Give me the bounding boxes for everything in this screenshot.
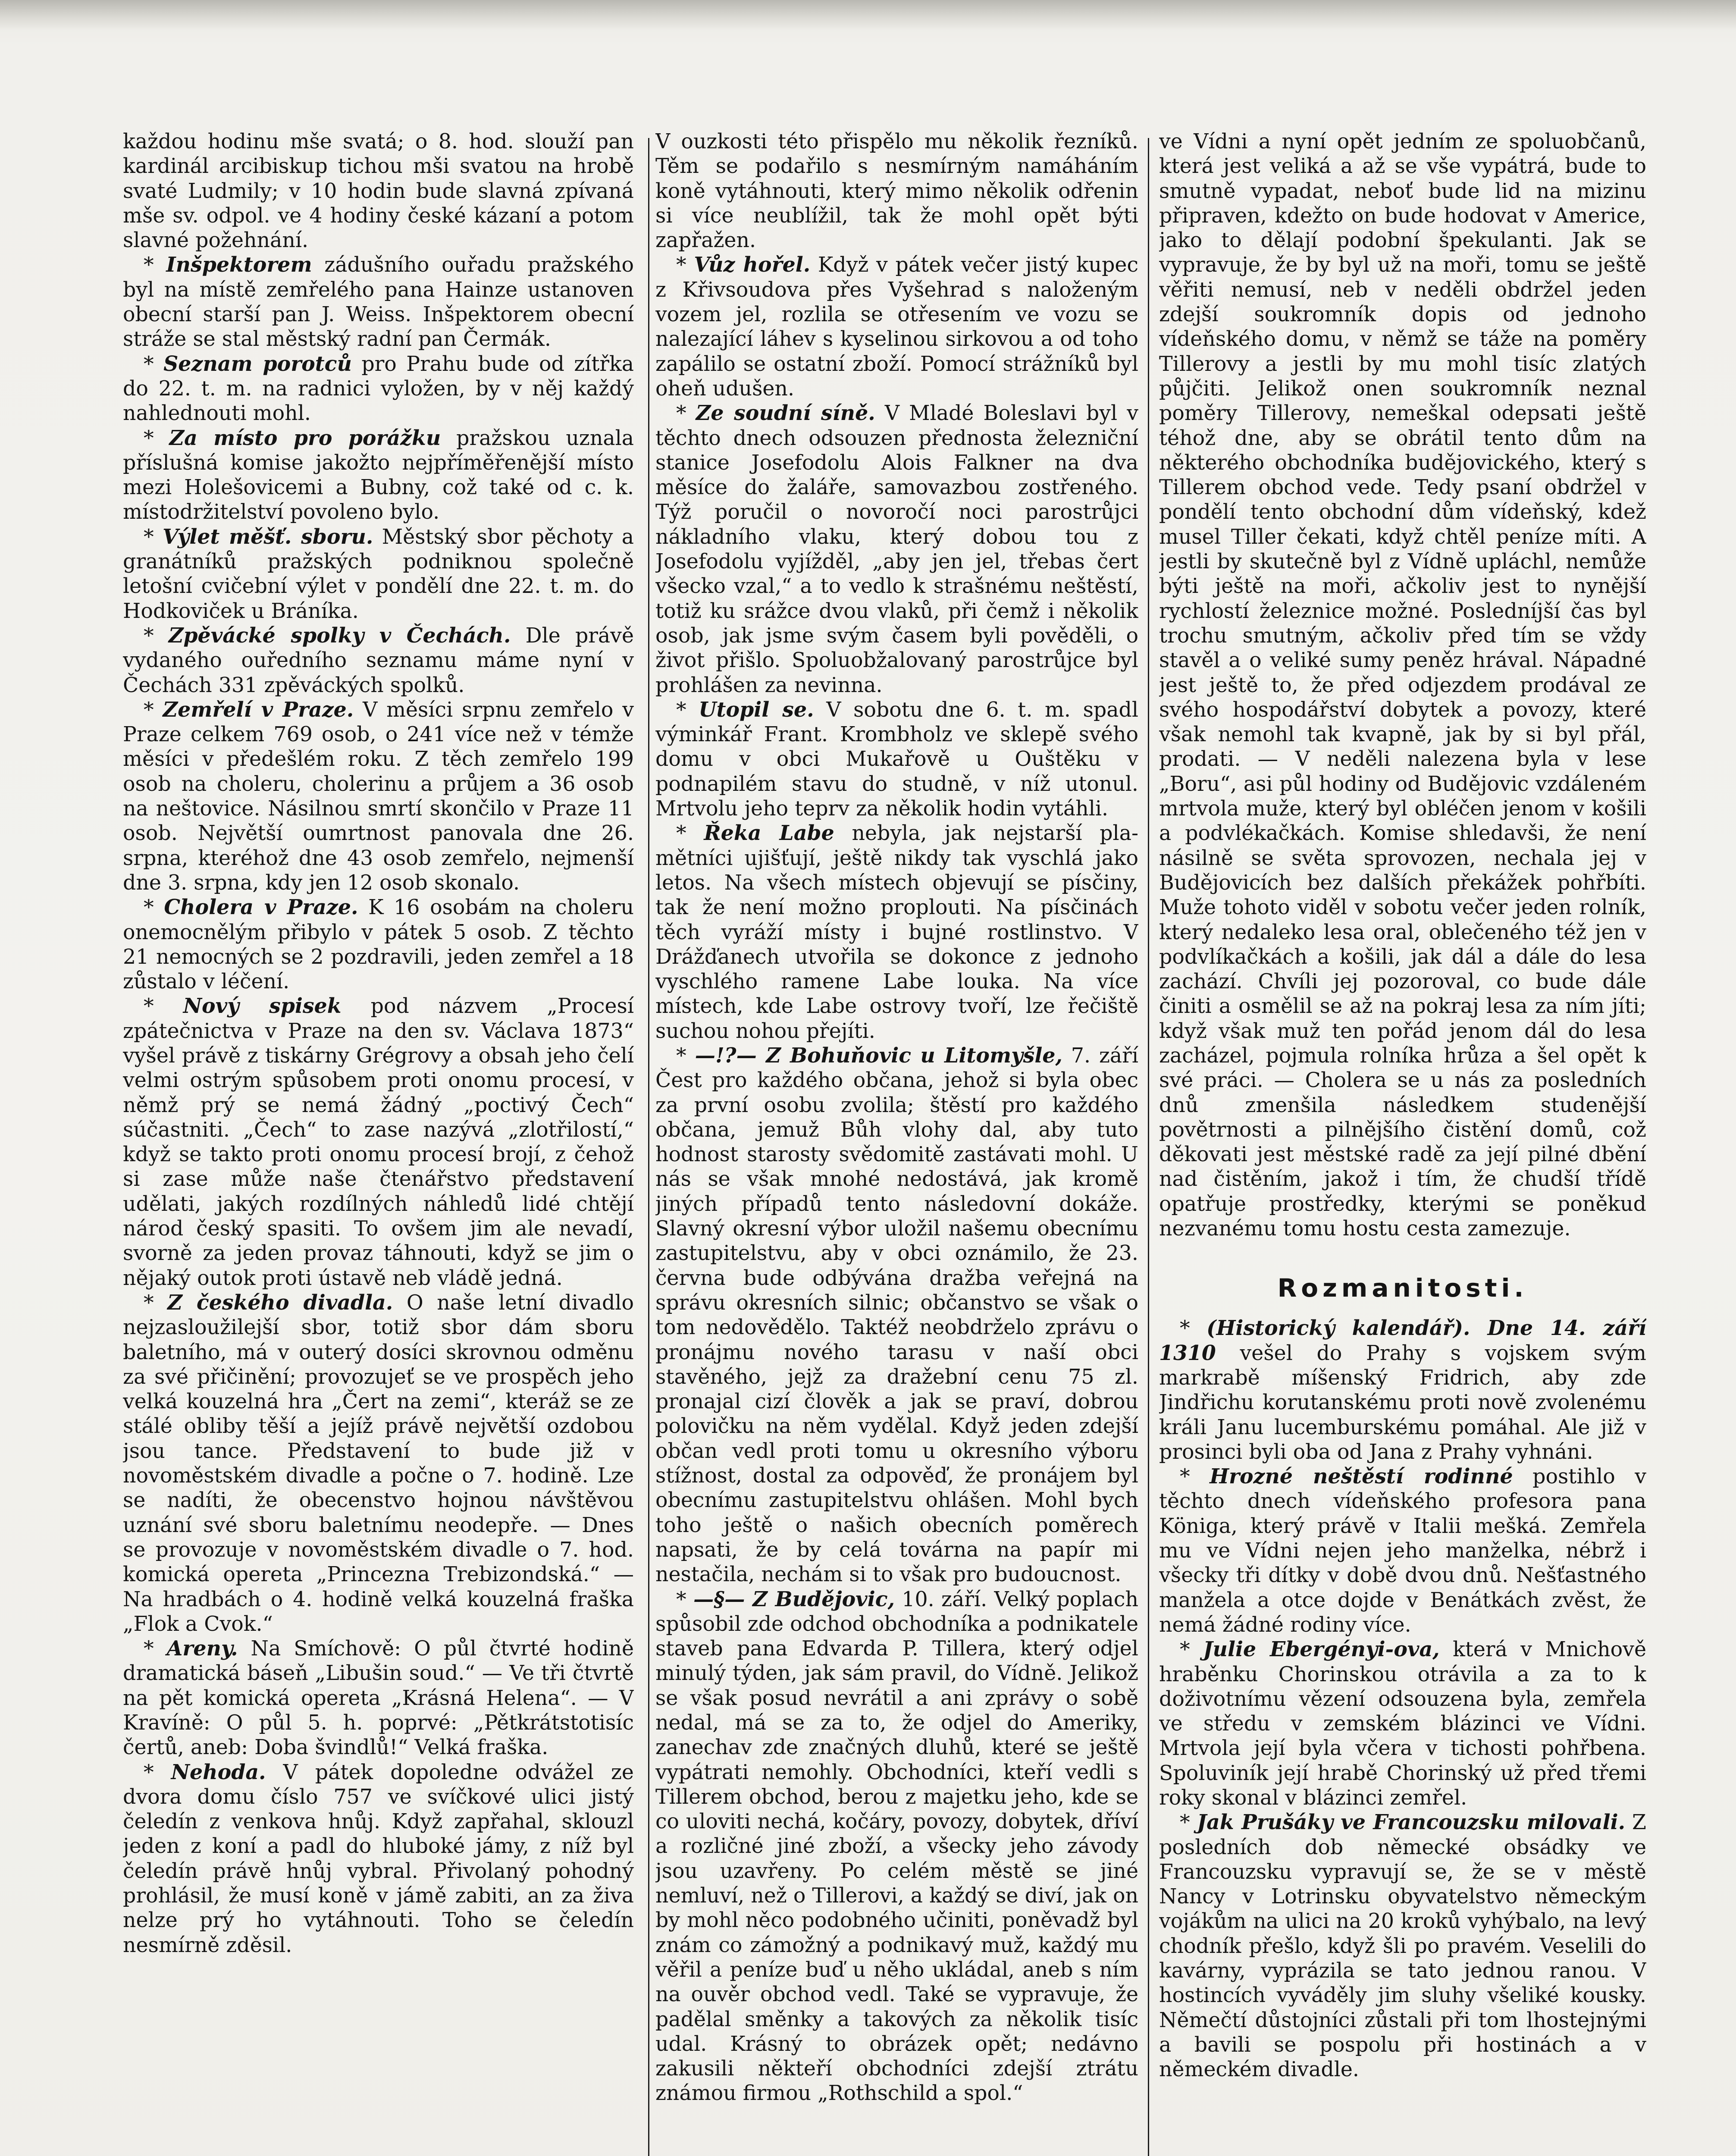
article-text: Dle právě vydaného ouředního seznamu máme nyní v Čechách 331 zpěváckých spolků. — [123, 624, 634, 697]
article-heading: Inšpektorem — [166, 253, 312, 277]
section-title: Rozmanitosti. — [1277, 1273, 1528, 1303]
bullet-star-icon: * — [676, 401, 696, 426]
column-divider — [1148, 138, 1149, 2156]
article-heading: Z českého divadla. — [167, 1290, 393, 1315]
article-text: postihlo v těchto dnech vídeňského profesora pana Königa, který právě v Italii mešká. Zemřela mu ve Vídni nejen jeho manželka, nébrž i všecky tři dítky v době dvou dnů. Nešťastného manžela a otce dojde v Benátkách zvěst, že nemá žádné rodiny více. — [1159, 1465, 1646, 1637]
article-paragraph — [123, 1291, 634, 1636]
article-heading: Areny. — [166, 1636, 238, 1661]
article-text: V měsíci srpnu zemřelo v Praze celkem 769 osob, o 241 více než v témže měsíci v předešlém roku. Z těch zemřelo 199 osob na choleru, cholerinu a průjem a 36 osob na neštovice. Násilnou smrtí skončilo v Praze 11 osob. Největší oumrtnost panovala dne 26. srpna, kteréhož dne 43 osob zemřelo, nejmenší dne 3. srpna, kdy jen 12 osob skonalo. — [123, 698, 634, 895]
article-paragraph — [655, 253, 1138, 401]
article-heading: Cholera v Praze. — [164, 895, 358, 920]
article-text: vešel do Prahy s vojskem svým markrabě míšenský Fridrich, aby zde Jindřichu korutanskému proti nově zvolenému králi Janu lucemburskému pomáhal. Ale již v prosinci byli oba od Jana z Prahy vyhnáni. — [1159, 1341, 1646, 1464]
article-paragraph — [123, 895, 634, 994]
article-heading: —§— Z Budějovic, — [693, 1587, 895, 1611]
article-text: Městský sbor pěchoty a granátníků pražských podniknou společně letošní cvičební výlet v pondělí dne 22. t. m. do Hodkoviček u Bráníka. — [123, 525, 634, 623]
article-text: 10. září. Velký poplach spůsobil zde odchod obchodníka a podnikatele staveb pana Edvarda P. Tillera, který odjel minulý týden, jak sám pravil, do Vídně. Jelikož se však posud nevrátil a ani zprávy o sobě nedal, má se za to, že odjel do Ameriky, zanechav zde značných dluhů, které se ještě vypátrati nemohly. Obchodníci, kteří vedli s Tillerem obchod, berou z majetku jeho, kde se co uloviti nechá, kočáry, povozy, dobytek, dříví a rozličné jiné zboží, a všecky jeho závody jsou uzavřeny. Po celém městě se jiné nemluví, než o Tillerovi, a každý se diví, jak on by mohl něco podobného učiniti, poněvadž byl znám co zámožný a podnikavý muž, každý mu věřil a peníze buď u něho ukládal, aneb s ním na ouvěr obchod vedl. Také se vypravuje, že padělal směnky a takových za několik tisíc udal. Krásný to obrázek opět; nedávno zakusili někteří obchodníci zdejší ztrátu známou firmou „Rothschild a spol.“ — [655, 1587, 1138, 2106]
article-paragraph — [123, 994, 634, 1291]
bullet-star-icon: * — [144, 698, 163, 722]
article-text: ve Vídni a nyní opět jedním ze spoluobčanů, která jest veliká a až se vše vypátrá, bude to smutně vypadat, neboť bude lid na mizinu připraven, kdežto on bude hodovat v Americe, jako to dělají podobní špekulanti. Jak se vypravuje, že by byl už na moři, tomu se ještě věřiti nemusí, neb v neděli obdržel jeden zdejší soukromník dopis od jednoho vídeňského domu, v němž se táže na poměry Tillerovy a jestli by mu mohl tisíc zlatých půjčiti. Jelikož onen soukromník neznal poměry Tillerovy, nemeškal odepsati ještě téhož dne, aby se obrátil tento dům na některého obchodníka budějovického, který s Tillerem obchod vede. Tedy psaní obdržel v pondělí tento obchodní dům vídeňský, kdež musel Tiller čekati, když chtěl peníze míti. A jestli by skutečně byl z Vídně upláchl, nemůže býti ještě na moři, ačkoliv jest to nynější rychlostí železnice možné. Posledníjší čas byl trochu smutným, ačkoliv před tím se vždy stavěl a o veliké sumy peněz hrával. Nápadné jest ještě to, že před odjezdem prodával ze svého hospodářství dobytek a povozy, které však nemohl tak kvapně, jak by si byl přál, prodati. — V neděli nalezena byla v lese „Boru“, asi půl hodiny od Budějovic vzdáleném mrtvola muže, který byl obléčen jenom v košili a podvlékačkách. Komise shledavši, že není násilně se světa sprovozen, nechala jej v Budějovicích bez dalších překážek pohřbíti. Muže tohoto viděl v sobotu večer jeden rolník, který nedaleko lesa oral, oblečeného též jen v podvlíkačkách a košili, jak dál a dále do lesa zachází. Chvíli jej pozoroval, co bude dále činiti a osmělil se až na pokraj lesa za ním jíti; když však muž ten pořád jenom dál do lesa zacházel, pojmula rolníka hrůza a šel opět k své práci. — Cholera se u nás za posledních dnů zmenšila následkem studenější povětrnosti a pilnějšího čistění domů, což děkovati jest městské radě za její pilné dbění nad čistěním, jakož i tím, že chudší třídě opatřuje prostředky, kterými se poněkud nezvanému tomu hostu cesta zamezuje. — [1159, 130, 1646, 1241]
article-heading: Zemřelí v Praze. — [163, 697, 354, 722]
bullet-star-icon: * — [1180, 1316, 1207, 1341]
article-paragraph — [123, 1636, 634, 1760]
article-paragraph — [1159, 1316, 1646, 1464]
article-paragraph — [123, 525, 634, 624]
article-paragraph — [123, 253, 634, 351]
article-text: V pátek dopoledne odvážel ze dvora domu číslo 757 ve svíčkové ulici jistý čeledín z venkova hnůj. Když zapřahal, sklouzl jeden z koní a padl do hluboké jámy, z níž byl čeledín právě hnůj vybral. Přivolaný pohodný prohlásil, že musí koně v jámě zabiti, an za živa nelze prý ho vytáhnouti. Toho se čeledín nesmírně zděsil. — [123, 1760, 634, 1957]
article-text: O naše letní divadlo nejzasloužilejší sbor, totiž sbor dám sboru baletního, má v outerý dosíci skrovnou odměnu za své přičinění; provozujeť se ve prospěch jeho velká kouzelná hra „Čert na zemi“, kteráž se ze stálé obliby těší a jejíž právě největší ozdobou jsou tance. Představení to bude již v novoměstském divadle a počne o 7. hodině. Lze se nadíti, že obecenstvo hojnou návštěvou uznání své sboru baletnímu neodepře. — Dnes se provozuje v novoměstském divadle o 7. hod. komická opereta „Princezna Trebizondská.“ — Na hradbách o 4. hodině velká kouzelná fraška „Flok a Cvok.“ — [123, 1291, 634, 1636]
article-paragraph — [655, 1587, 1138, 2106]
article-text: Na Smíchově: O půl čtvrté hodině dramatická báseň „Libušin soud.“ — Ve tři čtvrtě na pět komická opereta „Krásná Helena“. — V Kravíně: O půl 5. h. poprvé: „Pětkrátstotisíc čertů, aneb: Doba švindlů!“ Velká fraška. — [123, 1637, 634, 1760]
article-text: K 16 osobám na choleru onemocnělým přibylo v pátek 5 osob. Z těchto 21 nemocných se 2 pozdravili, jeden zemřel a 18 zůstalo v léčení. — [123, 896, 634, 994]
article-text: V ouzkosti této přispělo mu několik řezníků. Těm se podařilo s nesmírným namáháním koně vytáhnouti, který mimo několik odřenin si více neublížil, tak že mohl opět býti zapřažen. — [655, 130, 1138, 253]
article-text: nebyla, jak nejstarší plamětníci ujišťují, ještě nikdy tak vyschlá jako letos. Na všech místech objevují se písčiny, tak že není možno proplouti. Na písčinách těch vyráží místy i bujné rostlinstvo. V Drážďanech utvořila se dokonce z jednoho vyschlého ramene Labe louka. Na více místech, kde Labe ostrovy tvoří, lze řečiště suchou nohou přejíti. — [655, 821, 1138, 1043]
bullet-star-icon: * — [144, 1760, 171, 1784]
article-text: pro Prahu bude od zítřka do 22. t. m. na radnici vyložen, by v něj každý nahlednouti mohl. — [123, 352, 634, 426]
article-text: 7. září Čest pro každého občana, jehož si byla obec za první osobu zvolila; štěstí pro každého občana, jemuž Bůh vlohy dal, aby tuto hodnost starosty svědomitě zastávati mohl. U nás se však mnohé nedostává, jak kromě jiných případů tento následovní dokáže. Slavný okresní výbor uložil našemu obecnímu zastupitelstvu, aby v obci oznámilo, že 23. června bude odbývána dražba veřejná na správu okresních silnic; občanstvo se však o tom nedovědělo. Taktéž neobdrželo zprávu o pronájmu nového tarasu v naší obci stavěného, jejž za dražební cenu 75 zl. pronajal cizí člověk a jak se praví, dobrou polovičku na něm vydělal. Když jeden zdejší občan vedl proti tomu u okresního výboru stížnost, dostal za odpověď, že pronájem byl obecnímu zastupitelstvu ohlášen. Mohl bych toho ještě o našich obecních poměrech napsati, že by celá továrna na papír mi nestačila, nechám si to však pro budoucnost. — [655, 1044, 1138, 1587]
bullet-star-icon: * — [676, 1044, 695, 1068]
article-paragraph — [123, 698, 634, 895]
article-heading: Ze soudní síně. — [696, 401, 875, 426]
article-text: V sobotu dne 6. t. m. spadl výminkář Frant. Krombholz ve sklepě svého domu v obci Mukařově u Ouštěku v podnapilém stavu do studně, v níž utonul. Mrtvolu jeho teprv za několik hodin vytáhli. — [655, 698, 1138, 821]
bullet-star-icon: * — [144, 426, 169, 450]
article-paragraph — [655, 401, 1138, 698]
article-paragraph — [123, 426, 634, 525]
article-text: Když v pátek večer jistý kupec z Křivsoudova přes Vyšehrad s naloženým vozem jel, rozlila se otřesením ve vozu se nalezající láhev s kyselinou sirkovou a od toho zapálilo se ostatní zboží. Pomocí strážníků byl oheň udušen. — [655, 253, 1138, 401]
article-paragraph — [655, 129, 1138, 253]
article-paragraph — [1159, 1637, 1646, 1810]
article-text: každou hodinu mše svatá; o 8. hod. slouží pan kardinál arcibiskup tichou mši svatou na hrobě svaté Ludmily; v 10 hodin bude slavná zpívaná mše sv. odpol. ve 4 hodiny české kázaní a potom slavné požehnání. — [123, 130, 634, 253]
article-paragraph — [123, 624, 634, 698]
bullet-star-icon: * — [676, 698, 699, 722]
column-right — [1159, 129, 1646, 2156]
article-paragraph — [1159, 1464, 1646, 1637]
article-heading: (Historický kalendář). Dne 14. září 1310 — [1159, 1316, 1646, 1365]
article-heading: Seznam porotců — [163, 351, 352, 376]
article-heading: Za místo pro porážku — [169, 426, 441, 450]
article-heading: Utopil se. — [699, 697, 814, 722]
bullet-star-icon: * — [144, 253, 166, 277]
article-paragraph — [1159, 1810, 1646, 2082]
article-paragraph — [123, 352, 634, 426]
article-text: Z posledních dob německé obsádky ve Francouzsku vypravují se, že se v městě Nancy v Lotrinsku obyvatelstvo německým vojákům na ulici na 20 kroků vyhýbalo, na levý chodník přešlo, když šli po pravém. Veselili do kavárny, vyprázila se tato jednou ranou. V hostincích vyváděly jim sluhy všeliké kousky. Němečtí důstojníci zůstali při tom lhostejnými a bavili se pospolu při hostinách a v německém divadle. — [1159, 1811, 1646, 2082]
column-middle — [655, 129, 1138, 2156]
column-left — [123, 129, 634, 2156]
bullet-star-icon: * — [1180, 1638, 1203, 1662]
article-heading: Julie Ebergényi-ova, — [1203, 1637, 1440, 1662]
article-paragraph — [655, 698, 1138, 821]
article-heading: Jak Prušáky ve Francouzsku milovali. — [1197, 1810, 1626, 1835]
article-heading: Nový spisek — [183, 994, 342, 1018]
page-top-edge — [0, 0, 1736, 30]
article-paragraph — [1159, 129, 1646, 1241]
bullet-star-icon: * — [1180, 1811, 1197, 1835]
article-heading: —!?— Z Bohuňovic u Litomyšle, — [695, 1043, 1063, 1068]
article-heading: Vůz hořel. — [694, 253, 811, 277]
article-text: pražskou uznala příslušná komise jakožto nejpříměřenější místo mezi Holešovicemi a Bubny, což také od c. k. místodržitelství povoleno bylo. — [123, 426, 634, 524]
bullet-star-icon: * — [144, 525, 163, 549]
article-text: V Mladé Boleslavi byl v těchto dnech odsouzen přednosta železniční stanice Josefodolu Alois Falkner na dva měsíce do žaláře, samovazbou zostřeného. Týž poručil o novoročí noci parostrůjci nákladního vlaku, který dobou tou z Josefodolu vyjížděl, „aby jen jel, třebas čert všecko vzal,“ a to vedlo k strašnému neštěstí, totiž ku srážce dvou vlaků, při čemž i několik osob, jak jsme svým časem byli pověděli, o život přišlo. Spoluobžalovaný parostrůjce byl prohlášen za nevinna. — [655, 401, 1138, 697]
article-heading: Řeka Labe — [704, 821, 834, 846]
bullet-star-icon: * — [144, 1291, 168, 1315]
article-text: pod názvem „Procesí zpátečnictva v Praze na den sv. Václava 1873“ vyšel právě z tiskárny Grégrovy a obsah jeho čelí velmi ostrým spůsobem proti onomu procesí, v němž prý se nemá žádný „poctivý Čech“ súčastniti. „Čech“ to zase nazývá „zlotřilostí,“ když se takto proti onomu procesí brojí, z čehož si zase může naše čtenářstvo představení udělati, jakých rozdílných náhledů lidé chtějí národ český spasiti. To ovšem jim ale nevadí, svorně za jeden provaz táhnouti, když se jim o nějaký outok proti ústavě neb vládě jedná. — [123, 994, 634, 1290]
column-divider — [648, 138, 649, 2156]
bullet-star-icon: * — [144, 352, 164, 376]
bullet-star-icon: * — [676, 1587, 693, 1611]
article-paragraph — [123, 129, 634, 253]
article-paragraph — [123, 1760, 634, 1958]
bullet-star-icon: * — [144, 1637, 167, 1661]
bullet-star-icon: * — [676, 821, 704, 846]
article-heading: Zpěvácké spolky v Čechách. — [168, 623, 511, 648]
article-text: která v Mnichově hraběnku Chorinskou otrávila a za to k doživotnímu vězení odsouzena byla, zemřela ve středu v zemském blázinci ve Vídni. Mrtvola její byla včera v tichosti pohřbena. Spoluviník její hrabě Chorinský už před třemi roky skonal v blázinci zemřel. — [1159, 1638, 1646, 1810]
article-heading: Nehoda. — [171, 1760, 266, 1784]
bullet-star-icon: * — [1180, 1465, 1210, 1489]
article-heading: Výlet měšť. sboru. — [162, 524, 373, 549]
article-text: zádušního ouřadu pražského byl na místě zemřelého pana Hainze ustanoven obecní starší pan J. Weiss. Inšpektorem obecní stráže se stal městský radní pan Čermák. — [123, 253, 634, 351]
bullet-star-icon: * — [676, 253, 694, 277]
article-heading: Hrozné neštěstí rodinné — [1210, 1464, 1513, 1489]
bullet-star-icon: * — [144, 994, 183, 1018]
article-paragraph — [655, 821, 1138, 1044]
bullet-star-icon: * — [144, 624, 169, 648]
article-paragraph — [655, 1044, 1138, 1587]
bullet-star-icon: * — [144, 896, 164, 920]
